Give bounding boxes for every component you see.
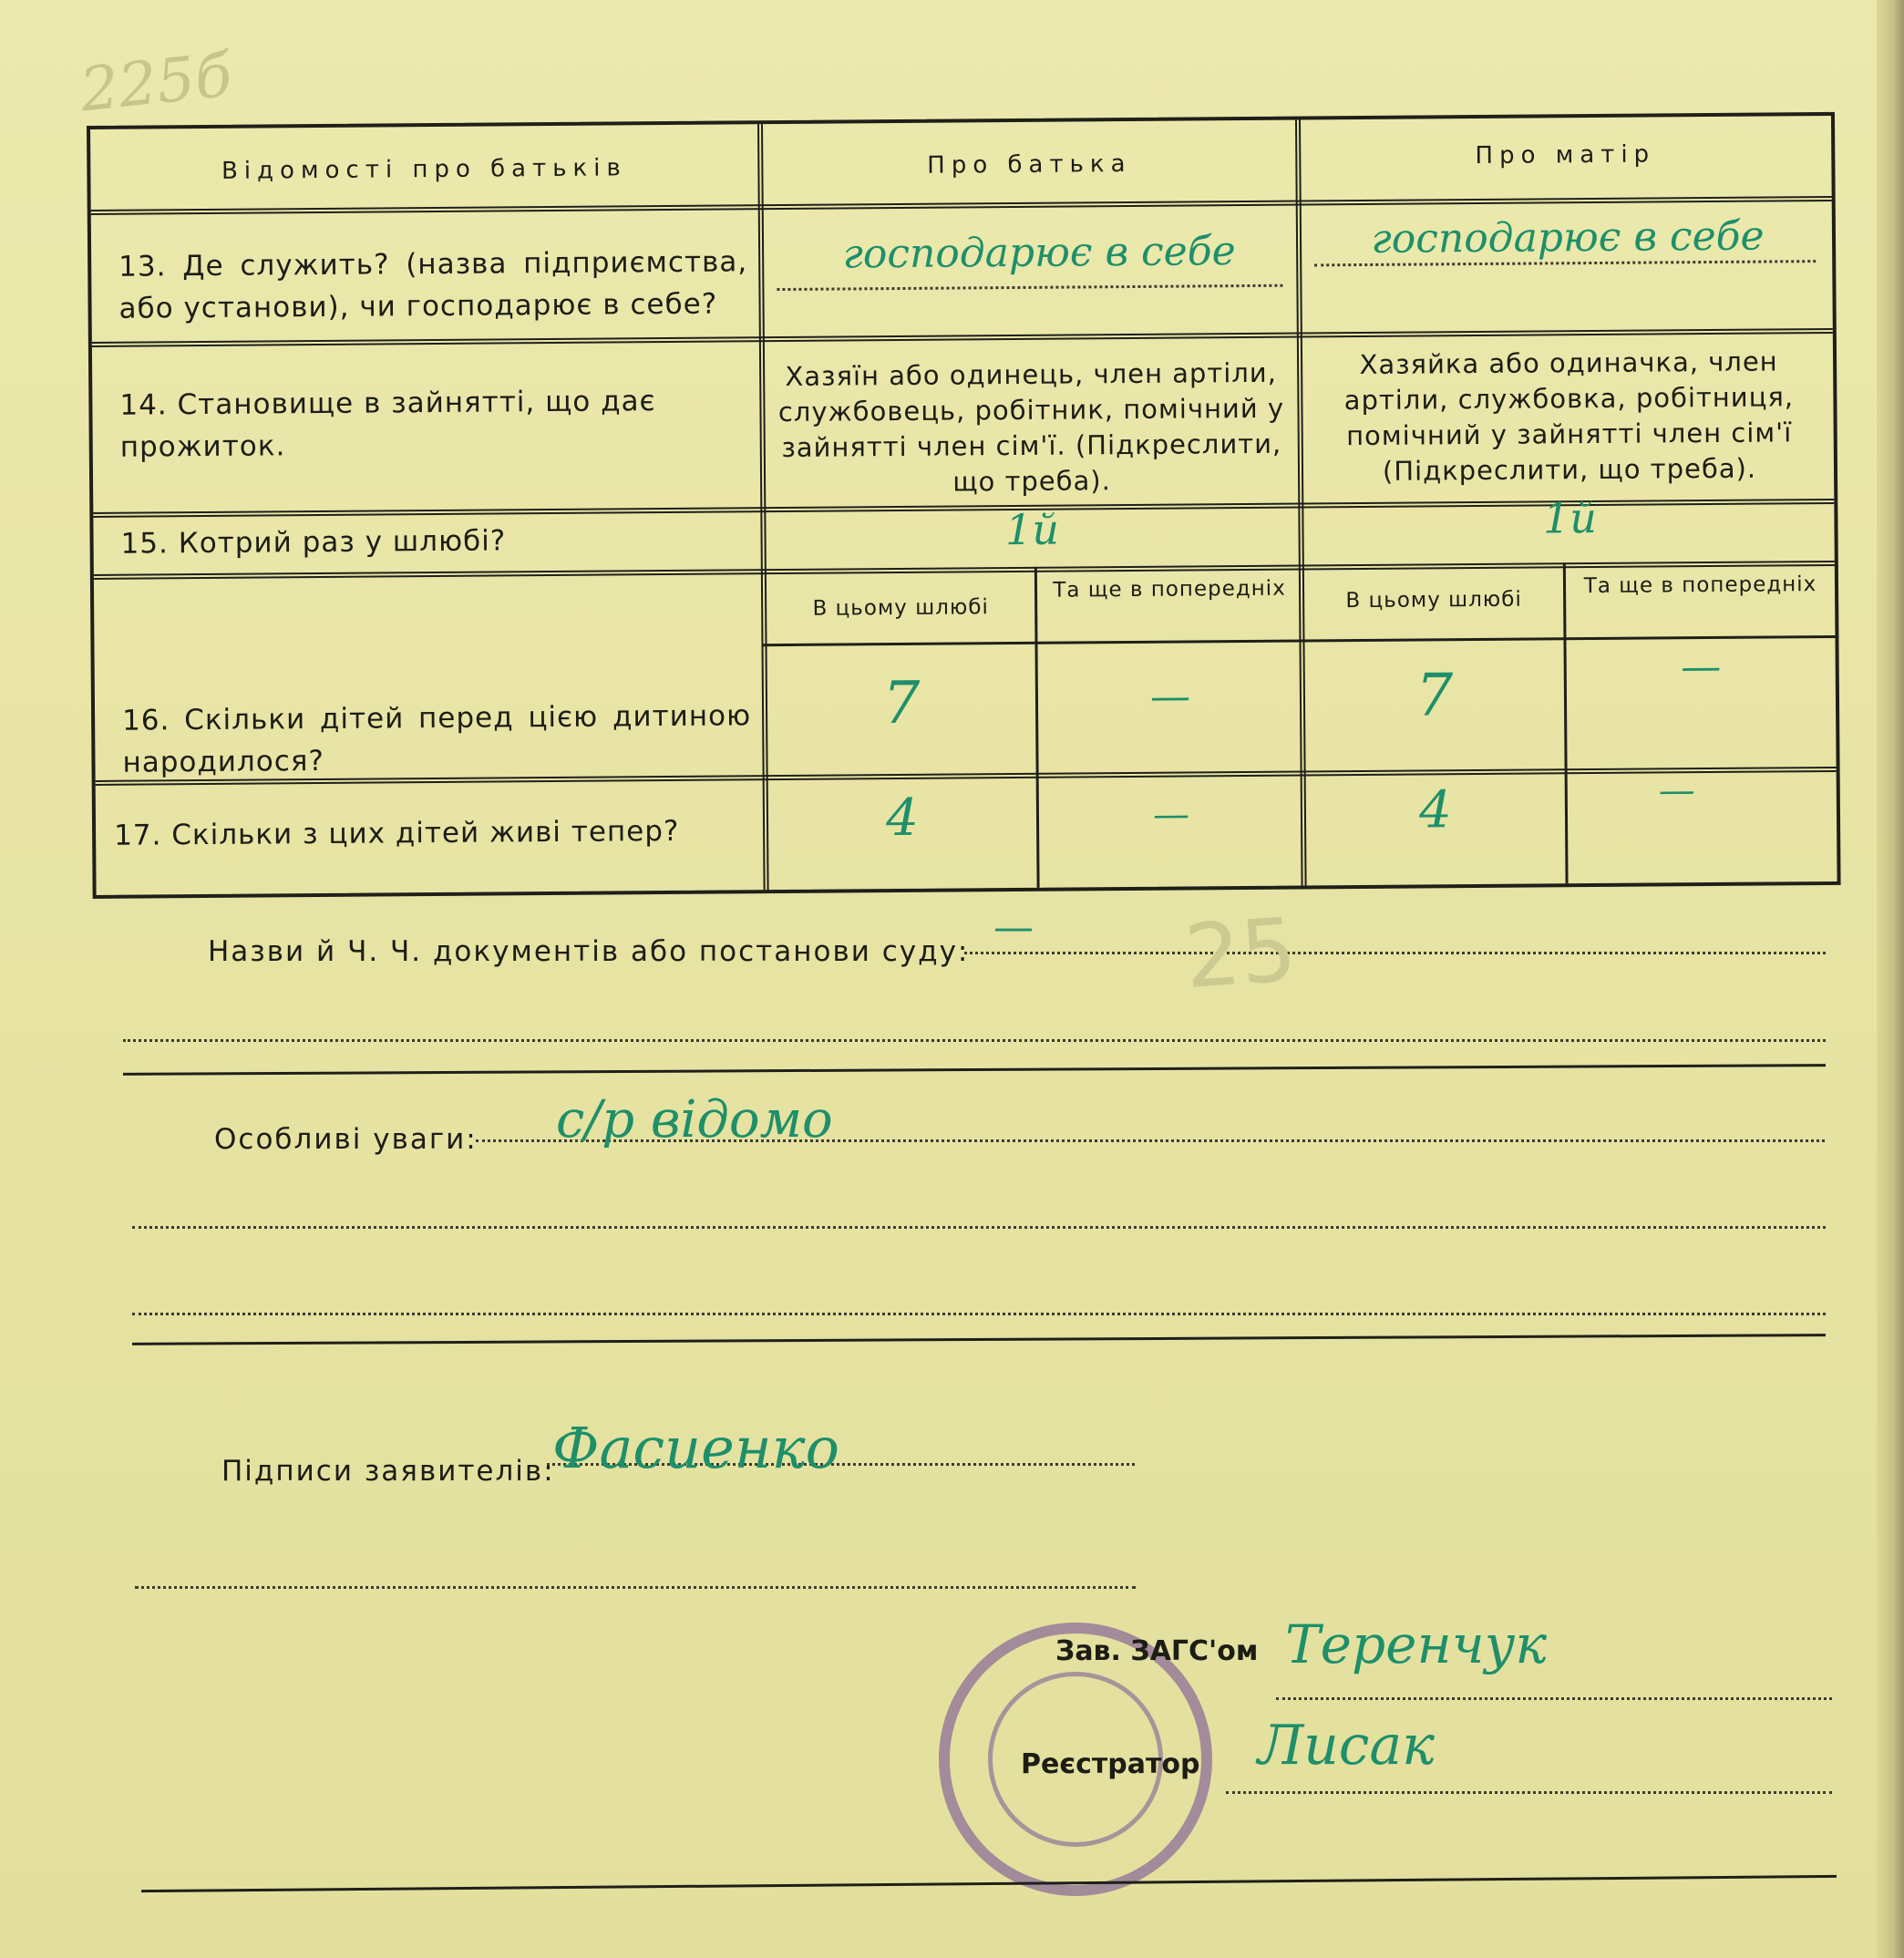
col-divider bbox=[1034, 567, 1040, 888]
subheader-this-marriage-father: В цьому шлюбі bbox=[812, 595, 989, 621]
section-divider bbox=[132, 1334, 1826, 1345]
subheader-previous-mother: Та ще в попередніх bbox=[1583, 572, 1817, 599]
mother-occupation-options: Хазяйка або одиначка, член артіли, службовка, робітниця, помічний у зайнятті член сім'ї (Підкреслити, що треба). bbox=[1343, 345, 1795, 487]
question-14: 14. Становище в зайнятті, що дає прожиток. bbox=[119, 385, 656, 464]
answer-16-father-prev: — bbox=[1149, 673, 1191, 720]
subheader-previous-father: Та ще в попередніх bbox=[1053, 576, 1286, 603]
answer-15-father: 1й bbox=[1004, 504, 1060, 555]
answer-16-father-this: 7 bbox=[882, 669, 921, 738]
question-15: 15. Котрий раз у шлюбі? bbox=[120, 524, 507, 561]
notes-line-3 bbox=[132, 1313, 1826, 1315]
applicant-signature: Фасиенко bbox=[552, 1415, 839, 1481]
parents-info-table bbox=[87, 112, 1841, 899]
header-father: Про батька bbox=[927, 149, 1132, 180]
header-mother: Про матір bbox=[1475, 140, 1656, 170]
registrar-signature-line bbox=[1226, 1791, 1832, 1794]
documents-line-2 bbox=[123, 1039, 1826, 1042]
answer-17-mother-prev: — bbox=[1658, 769, 1695, 812]
registrar-signature: Лисак bbox=[1258, 1714, 1435, 1778]
answer-17-father-prev: — bbox=[1152, 793, 1190, 836]
answer-line bbox=[777, 284, 1282, 291]
answer-17-mother-this: 4 bbox=[1418, 780, 1453, 840]
registrar-label: Реєстратор bbox=[1021, 1748, 1200, 1780]
head-signature-line bbox=[1276, 1697, 1832, 1700]
answer-16-mother-prev: — bbox=[1681, 643, 1722, 691]
subheader-this-marriage-mother: В цьому шлюбі bbox=[1345, 587, 1522, 613]
head-label: Зав. ЗАГС'ом bbox=[1055, 1635, 1259, 1667]
col-divider bbox=[1563, 562, 1569, 883]
row-divider bbox=[92, 328, 1833, 347]
notes-label: Особливі уваги: bbox=[214, 1123, 478, 1156]
pencil-mark: 25 bbox=[1181, 898, 1300, 1009]
section-divider bbox=[123, 1064, 1826, 1076]
answer-13-father: господарює в себе bbox=[842, 228, 1236, 278]
father-occupation-options: Хазяїн або одинець, член артіли, службовець, робітник, помічний у зайнятті член сім'ї. (Підкреслити, що треба). bbox=[777, 356, 1285, 498]
answer-15-mother: 1й bbox=[1542, 493, 1598, 543]
documents-line bbox=[964, 952, 1826, 954]
header-parents-info: Відомості про батьків bbox=[221, 154, 627, 185]
signatures-label: Підписи заявителів: bbox=[221, 1455, 555, 1488]
answer-13-mother: господарює в себе bbox=[1371, 212, 1765, 263]
answer-16-mother-this: 7 bbox=[1415, 662, 1454, 730]
question-16: 16. Скільки дітей перед цією дитиною народилося? bbox=[121, 699, 752, 779]
documents-label: Назви й Ч. Ч. документів або постанови суду: bbox=[208, 935, 970, 968]
notes-value: с/р відомо bbox=[556, 1090, 833, 1149]
notes-line-2 bbox=[132, 1226, 1826, 1229]
archive-number: 225б bbox=[77, 39, 235, 126]
question-17: 17. Скільки з цих дітей живі тепер? bbox=[113, 814, 680, 852]
answer-17-father-this: 4 bbox=[885, 788, 920, 849]
question-13: 13. Де служить? (назва підприємства, або установи), чи господарює в себе? bbox=[118, 245, 748, 325]
signatures-line-2 bbox=[135, 1586, 1136, 1589]
bottom-rule bbox=[141, 1875, 1837, 1892]
page-edge bbox=[1877, 0, 1904, 1958]
documents-value: — bbox=[993, 904, 1034, 951]
head-signature: Теренчук bbox=[1285, 1613, 1548, 1675]
